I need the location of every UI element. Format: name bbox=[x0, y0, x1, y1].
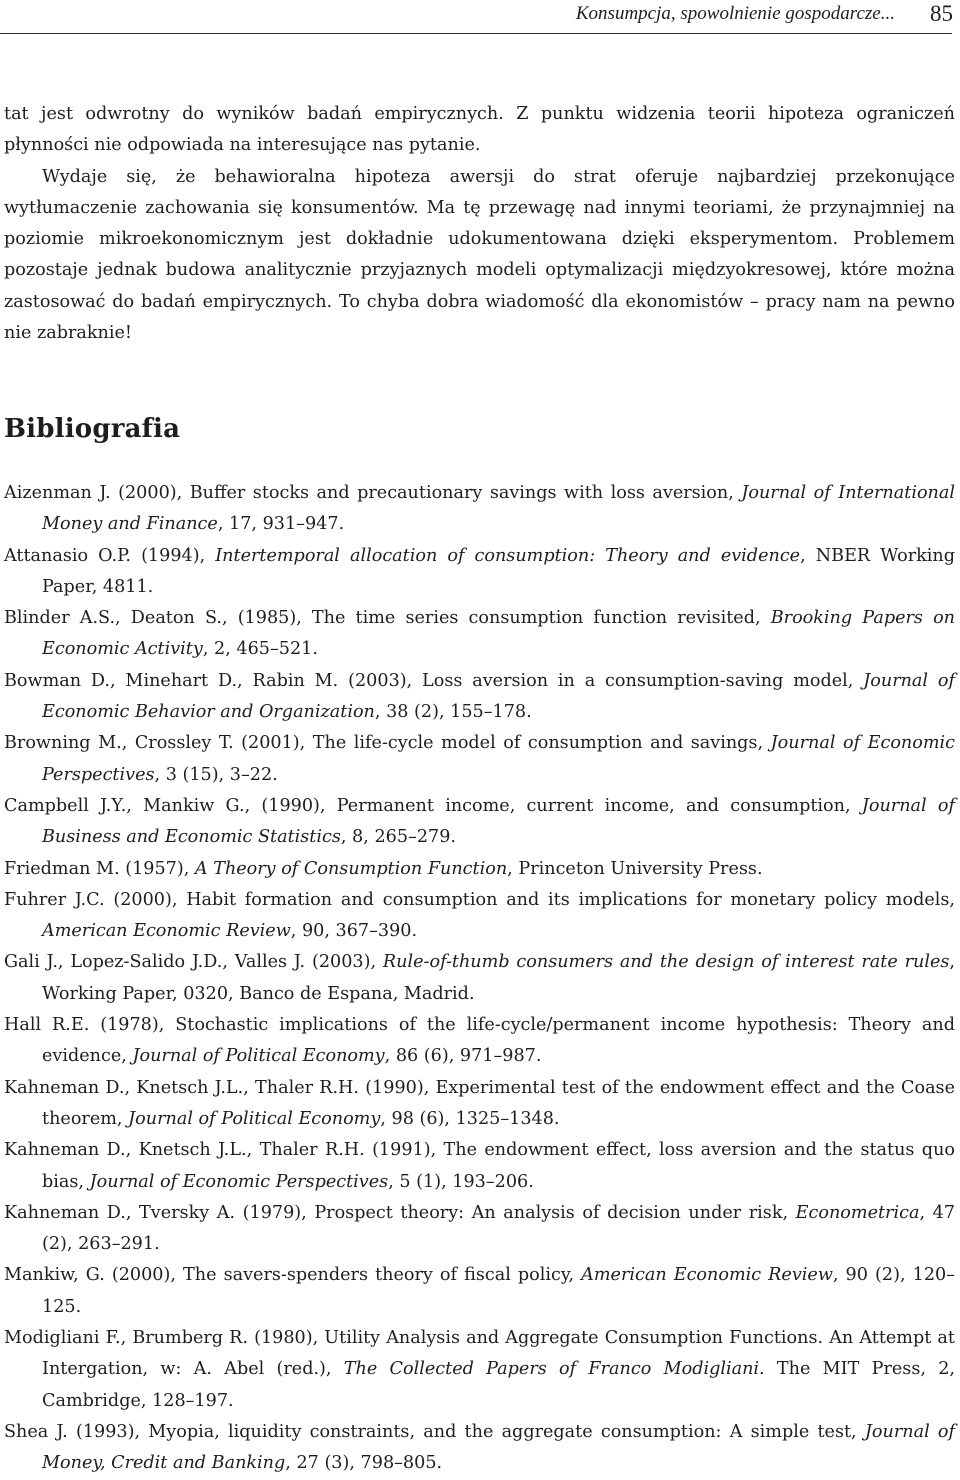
body-paragraph: tat jest odwrotny do wyników badań empirycznych. Z punktu widzenia teorii hipoteza ograniczeń płynności nie odpowiada na interesujące nas pytanie. bbox=[4, 104, 955, 156]
entry-text: , 90 (2), 120–125. bbox=[42, 1265, 955, 1317]
entry-italic-title: A Theory of Consumption Function bbox=[194, 858, 508, 879]
entry-italic-title: American Economic Review bbox=[42, 921, 291, 942]
entry-text: Kahneman D., Knetsch J.L., Thaler R.H. (1990), Experimental test of the endowment effect and the Coase theorem, bbox=[4, 1077, 955, 1129]
bibliography-list bbox=[4, 478, 955, 1480]
entry-text: Kahneman D., Knetsch J.L., Thaler R.H. (1991), The endowment effect, loss aversion and the status quo bias, bbox=[4, 1140, 955, 1192]
entry-text: Browning M., Crossley T. (2001), The life-cycle model of consumption and savings, bbox=[4, 733, 771, 754]
entry-italic-title: Journal of International Money and Finance bbox=[42, 483, 955, 535]
entry-text: , 47 (2), 263–291. bbox=[42, 1202, 956, 1255]
running-title: Konsumpcja, spowolnienie gospodarcze... bbox=[575, 3, 895, 24]
entry-text: . The MIT Press, 2, Cambridge, 128–197. bbox=[42, 1359, 955, 1411]
header-rule bbox=[0, 33, 952, 34]
entry-text: Gali J., Lopez-Salido J.D., Valles J. (2003), bbox=[4, 952, 383, 973]
entry-italic-title: Journal of Economic Behavior and Organization bbox=[42, 670, 955, 723]
entry-text: Modigliani F., Brumberg R. (1980), Utility Analysis and Aggregate Consumption Functions. An Attempt at Intergation, w: A. Abel (red.), bbox=[4, 1328, 955, 1380]
entry-text: Fuhrer J.C. (2000), Habit formation and consumption and its implications for monetary policy models, bbox=[4, 889, 955, 910]
entry-italic-title: Journal of Economic Perspectives bbox=[89, 1171, 389, 1192]
entry-text: Aizenman J. (2000), Buffer stocks and precautionary savings with loss aversion, bbox=[4, 483, 742, 503]
bibliography-entry bbox=[4, 1260, 955, 1323]
entry-text: , 3 (15), 3–22. bbox=[154, 764, 278, 785]
bibliography-entry bbox=[4, 1323, 955, 1417]
entry-text: Blinder A.S., Deaton S., (1985), The time series consumption function revisited, bbox=[4, 608, 771, 629]
entry-text: Attanasio O.P. (1994), bbox=[4, 545, 216, 566]
bibliography-entry bbox=[4, 478, 955, 541]
entry-text: , NBER Working Paper, 4811. bbox=[42, 545, 955, 597]
bibliography-entry bbox=[4, 1198, 955, 1261]
bibliography-entry bbox=[4, 947, 955, 1010]
bibliography-entry bbox=[4, 1010, 955, 1073]
entry-text: Shea J. (1993), Myopia, liquidity constraints, and the aggregate consumption: A simple test, bbox=[4, 1421, 865, 1442]
entry-italic-title: Journal of Political Economy bbox=[132, 1046, 385, 1067]
entry-text: , Princeton University Press. bbox=[507, 858, 763, 879]
entry-italic-title: American Economic Review bbox=[581, 1265, 833, 1286]
entry-text: , 98 (6), 1325–1348. bbox=[380, 1108, 560, 1129]
bibliography-entry bbox=[4, 666, 955, 729]
body-text bbox=[4, 99, 955, 349]
bibliography-entry bbox=[4, 854, 955, 885]
entry-text: , 90, 367–390. bbox=[290, 921, 418, 942]
bibliography-entry bbox=[4, 603, 955, 666]
entry-text: , 8, 265–279. bbox=[340, 827, 456, 848]
entry-text: , 5 (1), 193–206. bbox=[388, 1171, 534, 1192]
entry-italic-title: Econometrica bbox=[795, 1202, 920, 1223]
entry-italic-title: Journal of Money, Credit and Banking bbox=[42, 1421, 956, 1474]
entry-italic-title: The Collected Papers of Franco Modigliani bbox=[343, 1359, 760, 1380]
entry-italic-title: Journal of Political Economy bbox=[128, 1108, 381, 1129]
entry-text: , 2, 465–521. bbox=[202, 639, 318, 660]
body-paragraph: Wydaje się, że behawioralna hipoteza awersji do strat oferuje najbardziej przekonujące wytłumaczenie zachowania się konsumentów. Ma tę przewagę nad innymi teoriami, że przynajmniej na poziomie mikroekonomicznym jest dokładnie udokumentowana dzięki eksperymentom. Problemem pozostaje jednak budowa analitycznie przyjaznych modeli optymalizacji międzyokresowej, które można zastosować do badań empirycznych. To chyba dobra wiadomość dla ekonomistów – pracy nam na pewno nie zabraknie! bbox=[4, 166, 955, 344]
bibliography-entry bbox=[4, 728, 955, 791]
entry-italic-title: Intertemporal allocation of consumption: Theory and evidence bbox=[215, 545, 801, 566]
entry-text: Mankiw, G. (2000), The savers-spenders theory of fiscal policy, bbox=[4, 1265, 582, 1286]
bibliography-entry bbox=[4, 885, 955, 948]
entry-text: , 86 (6), 971–987. bbox=[384, 1046, 542, 1067]
entry-text: , 17, 931–947. bbox=[217, 514, 345, 535]
entry-text: Kahneman D., Tversky A. (1979), Prospect theory: An analysis of decision under risk, bbox=[4, 1202, 796, 1223]
bibliography-entry bbox=[4, 1135, 955, 1198]
entry-text: Campbell J.Y., Mankiw G., (1990), Permanent income, current income, and consumption, bbox=[4, 795, 862, 816]
entry-text: Friedman M. (1957), bbox=[4, 858, 195, 879]
entry-italic-title: Rule-of-thumb consumers and the design of interest rate rules bbox=[382, 952, 950, 973]
entry-text: , Working Paper, 0320, Banco de Espana, Madrid. bbox=[42, 952, 955, 1004]
bibliography-heading: Bibliografia bbox=[4, 414, 181, 444]
entry-text: , 38 (2), 155–178. bbox=[374, 702, 532, 723]
bibliography-entry bbox=[4, 541, 955, 604]
entry-text: Hall R.E. (1978), Stochastic implications of the life-cycle/permanent income hypothesis: Theory and evidence, bbox=[4, 1015, 955, 1067]
entry-text: Bowman D., Minehart D., Rabin M. (2003), Loss aversion in a consumption-saving model, bbox=[4, 670, 864, 691]
entry-italic-title: Brooking Papers on Economic Activity bbox=[42, 608, 956, 660]
bibliography-entry bbox=[4, 791, 955, 854]
running-header bbox=[0, 2, 953, 28]
page-number: 85 bbox=[930, 1, 953, 26]
entry-italic-title: Journal of Economic Perspectives bbox=[42, 733, 956, 785]
bibliography-entry bbox=[4, 1073, 955, 1136]
bibliography-entry bbox=[4, 1417, 955, 1480]
entry-italic-title: Journal of Business and Economic Statistics bbox=[42, 795, 956, 848]
entry-text: , 27 (3), 798–805. bbox=[285, 1453, 443, 1474]
